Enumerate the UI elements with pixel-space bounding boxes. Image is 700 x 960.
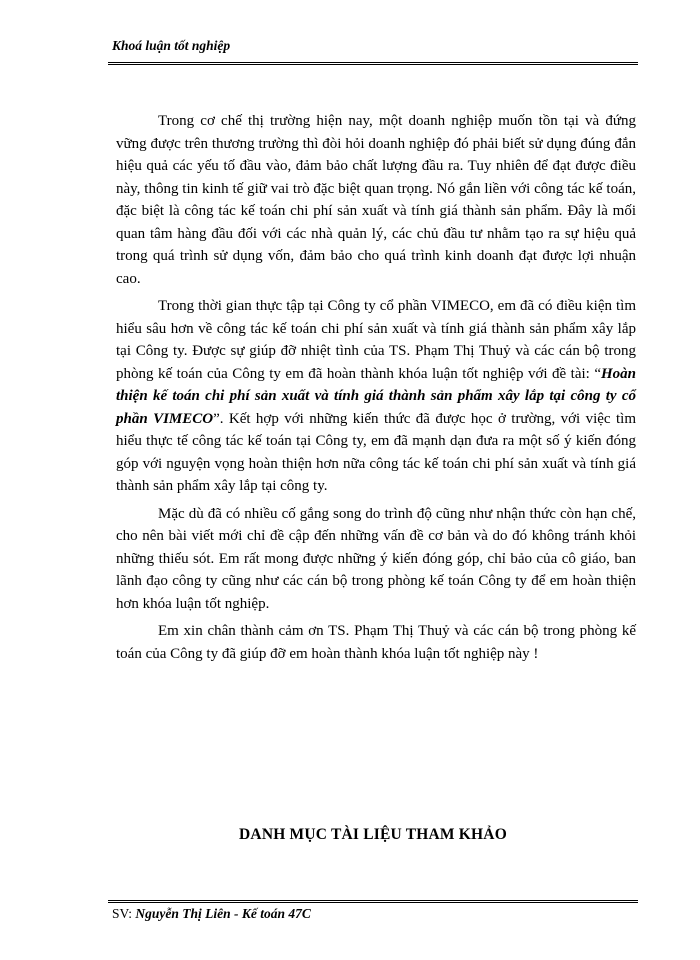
footer-rule — [108, 900, 638, 903]
paragraph-thanks: Em xin chân thành cảm ơn TS. Phạm Thị Thuỷ và các cán bộ trong phòng kế toán của Công ty đã giúp đỡ em hoàn thành khóa luận tốt nghiệp này ! — [116, 623, 636, 662]
document-body — [116, 110, 636, 670]
paragraph-intro: Trong cơ chế thị trường hiện nay, một doanh nghiệp muốn tồn tại và đứng vững được trên thương trường thì đòi hỏi doanh nghiệp đó phải biết sử dụng đúng đắn hiệu quả các yếu tố đầu vào, đảm bảo chất lượng đầu ra. Tuy nhiên để đạt được điều này, thông tin kinh tế giữ vai trò đặc biệt quan trọng. Nó gắn liền với công tác kế toán, đặc biệt là công tác kế toán chi phí sản xuất và tính giá thành sản phẩm. Đây là mối quan tâm hàng đầu đối với các nhà quản lý, các chủ đầu tư nhằm tạo ra sự hiệu quả trong quá trình sử dụng vốn, đảm bảo cho quá trình kinh doanh đạt được lợi nhuận cao. — [116, 113, 636, 287]
header-title: Khoá luận tốt nghiệp — [112, 38, 231, 53]
references-heading: DANH MỤC TÀI LIỆU THAM KHẢO — [239, 826, 507, 843]
student-name: Nguyễn Thị Liên - Kế toán 47C — [135, 906, 311, 921]
header-rule — [108, 62, 638, 65]
thesis-title: Hoàn thiện kế toán chi phí sản xuất và tính giá thành sản phẩm xây lắp tại công ty cổ phần VIMECO — [116, 365, 636, 427]
paragraph-limitations: Mặc dù đã có nhiều cố gắng song do trình độ cũng như nhận thức còn hạn chế, cho nên bài viết mới chỉ đề cập đến những vấn đề cơ bản và do đó không tránh khỏi những thiếu sót. Em rất mong được những ý kiến đóng góp, chỉ bảo của cô giáo, ban lãnh đạo công ty cũng như các cán bộ trong phòng kế toán Công ty để em hoàn thiện hơn khóa luận tốt nghiệp. — [116, 505, 636, 612]
page-header — [112, 38, 638, 54]
page-footer — [112, 906, 638, 922]
paragraph-internship — [116, 295, 636, 498]
paragraph-internship-text: Trong thời gian thực tập tại Công ty cổ phần VIMECO, em đã có điều kiện tìm hiểu sâu hơn về công tác kế toán chi phí sản xuất và tính giá thành sản phẩm xây lắp tại Công ty. Được sự giúp đỡ nhiệt tình của TS. Phạm Thị Thuỷ và các cán bộ trong phòng kế toán của Công ty em đã hoàn thành khóa luận tốt nghiệp với đề tài: “ — [116, 298, 636, 382]
paragraph-internship-continued: ”. Kết hợp với những kiến thức đã được học ở trường, với việc tìm hiểu thực tế công tác kế toán tại Công ty, em đã mạnh dạn đưa ra một số ý kiến đóng góp với nguyện vọng hoàn thiện hơn nữa công tác kế toán chi phí sản xuất và tính giá thành sản phẩm xây lắp tại công ty. — [116, 410, 636, 494]
footer-label: SV: — [112, 906, 136, 921]
